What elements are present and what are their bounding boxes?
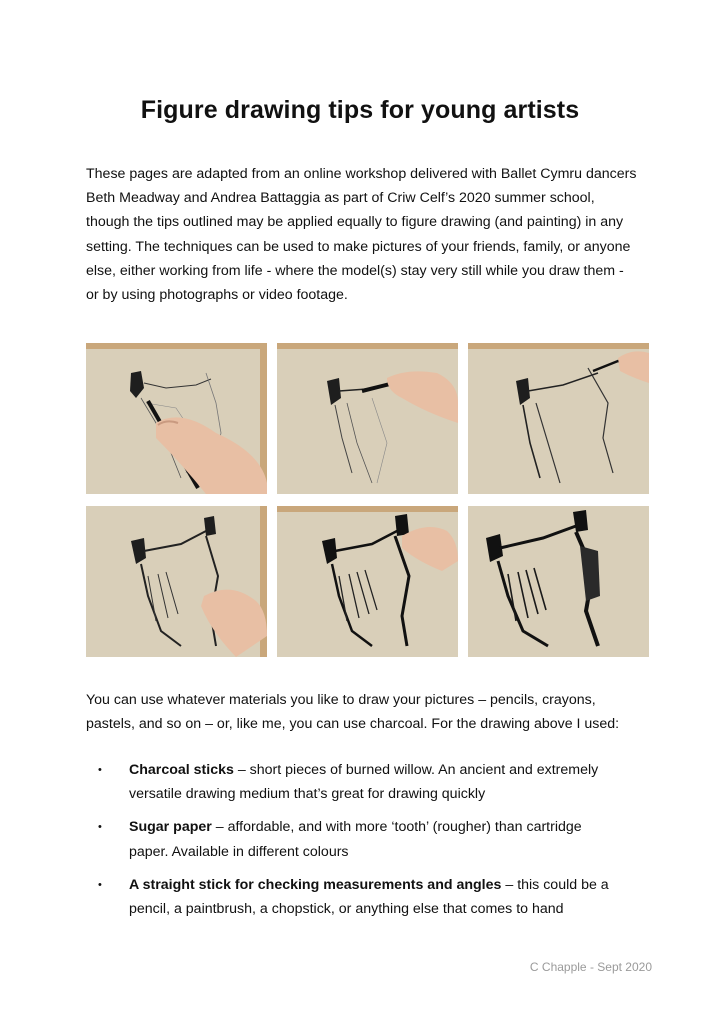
step-photo-6: [468, 506, 649, 657]
step-photo-2: [277, 343, 458, 494]
step-photo-1: [86, 343, 267, 494]
bullet-icon: •: [98, 821, 102, 834]
materials-line: pastels, and so on – or, like me, you can use charcoal. For the drawing above I used:: [86, 716, 620, 733]
intro-line: These pages are adapted from an online workshop delivered with Ballet Cymru dancers: [86, 166, 637, 182]
materials-paragraph: [86, 688, 666, 736]
item-title: Charcoal sticks: [129, 762, 234, 778]
intro-line: Beth Meadway and Andrea Battaggia as part of Criw Celf’s 2020 summer school,: [86, 190, 595, 207]
bullet-icon: •: [98, 764, 102, 776]
item-title: Sugar paper: [129, 819, 212, 836]
materials-line: You can use whatever materials you like to draw your pictures – pencils, crayons,: [86, 692, 596, 708]
item-desc: – affordable, and with more ‘tooth’ (rougher) than cartridge: [211, 819, 582, 836]
drawing-steps-grid: [86, 343, 650, 657]
item-title: A straight stick for checking measurements and angles: [129, 876, 502, 893]
intro-line: setting. The techniques can be used to make pictures of your friends, family, or anyone: [86, 238, 631, 255]
item-desc-cont: versatile drawing medium that’s great for drawing quickly: [129, 786, 486, 803]
materials-list: [98, 758, 658, 930]
intro-line: though the tips outlined may be applied equally to figure drawing (and painting) in any: [86, 214, 624, 231]
item-desc: – short pieces of burned willow. An ancient and extremely: [233, 762, 599, 778]
bullet-icon: •: [98, 878, 102, 891]
intro-paragraph: [86, 162, 666, 307]
item-desc-cont: paper. Available in different colours: [129, 843, 349, 860]
page-title: Figure drawing tips for young artists: [140, 96, 580, 124]
intro-line: else, either working from life - where the model(s) stay very still while you draw them -: [86, 262, 624, 279]
list-item: [98, 758, 658, 806]
item-desc-cont: pencil, a paintbrush, a chopstick, or anything else that comes to hand: [129, 901, 564, 918]
list-item: [98, 815, 658, 863]
footer-credit: C Chapple - Sept 2020: [529, 960, 652, 974]
step-photo-4: [86, 506, 267, 657]
step-photo-5: [277, 506, 458, 657]
item-desc: – this could be a: [501, 876, 609, 893]
step-photo-3: [468, 343, 649, 494]
list-item: [98, 873, 658, 921]
intro-line: or by using photographs or video footage.: [86, 287, 348, 304]
